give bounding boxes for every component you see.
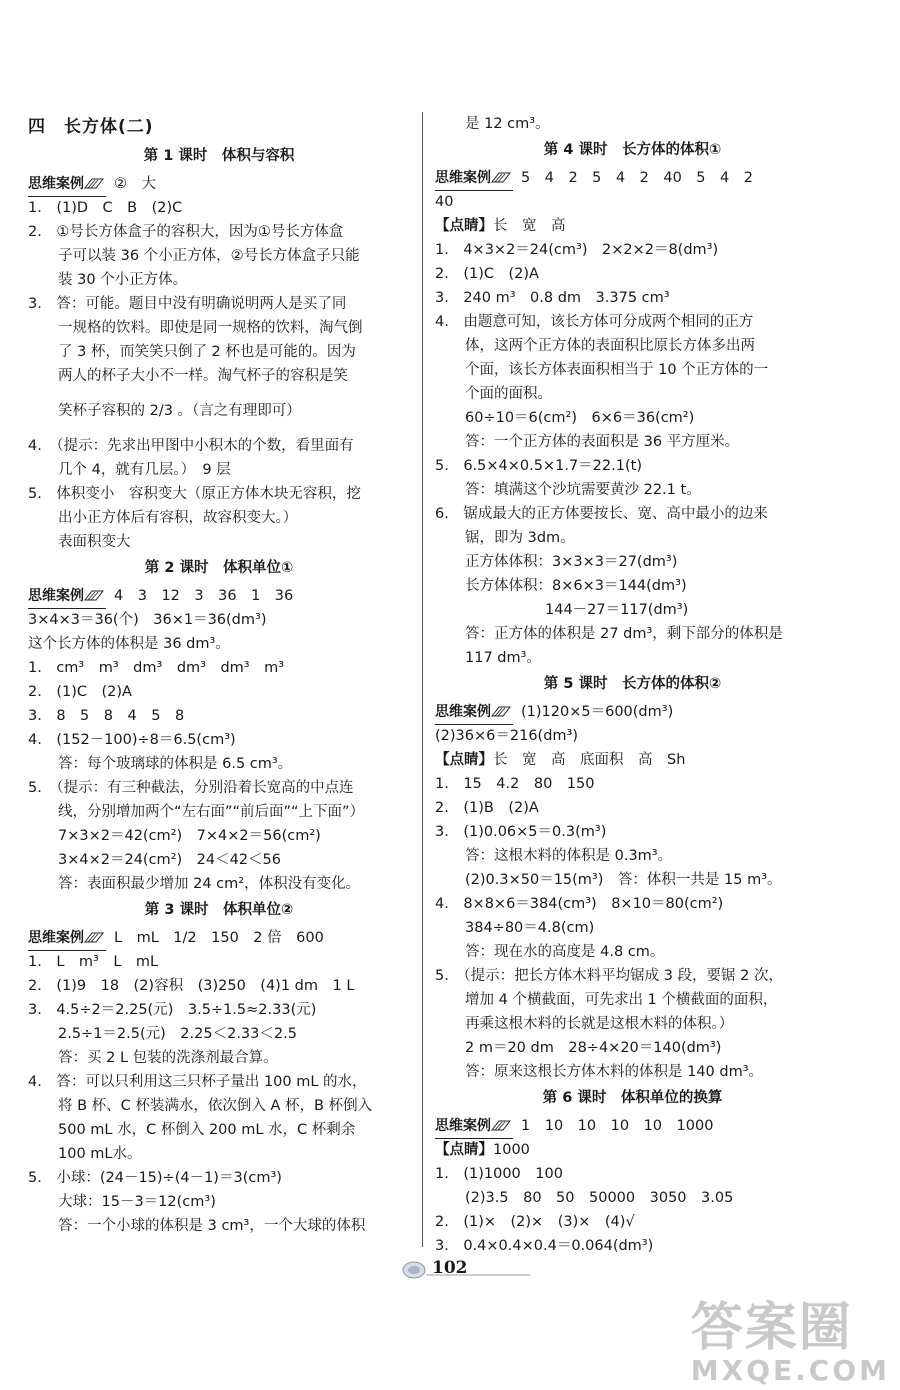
book-icon [491, 1118, 511, 1132]
watermark [691, 1300, 890, 1386]
answer-line: 子可以装 36 个小正方体，②号长方体盒子只能 [58, 248, 360, 264]
answer-line: 5. 体积变小 容积变大（原正方体木块无容积，挖 [28, 486, 361, 502]
lesson-heading: 第 4 课时 长方体的体积① [543, 142, 722, 158]
answer-line: 这个长方体的体积是 36 dm³。 [28, 636, 230, 652]
answer-line: 4. （提示：先求出甲图中小积木的个数，看里面有 [28, 438, 354, 454]
answer-line: 5. 6.5×4×0.5×1.7＝22.1(t) [435, 458, 642, 474]
answer-line: 4. 8×8×6＝384(cm³) 8×10＝80(cm²) [435, 896, 724, 912]
thinking-case-row [435, 1114, 830, 1138]
answer-line: 3. (1)0.06×5＝0.3(m³) [435, 824, 607, 840]
answer-line: (2)3.5 80 50 50000 3050 3.05 [465, 1190, 734, 1206]
key-point-label: 【点睛】 [435, 752, 493, 768]
answer-line: 增加 4 个横截面，可先求出 1 个横截面的面积， [465, 992, 778, 1008]
key-point-row [435, 748, 830, 772]
answer-line: (2)36×6＝216(dm³) [435, 728, 578, 744]
answer-line: 4. (152－100)÷8＝6.5(cm³) [28, 732, 236, 748]
answer-line: 1. 4×3×2＝24(cm³) 2×2×2＝8(dm³) [435, 242, 719, 258]
case-answer: L mL 1/2 150 2 倍 600 [114, 930, 324, 946]
key-point-answer: 1000 [493, 1142, 530, 1158]
answer-line: 40 [435, 194, 454, 210]
answer-line: 1. cm³ m³ dm³ dm³ dm³ m³ [28, 660, 285, 676]
chapter-title: 四 长方体(二) [28, 117, 154, 137]
answer-line: 2. (1)C (2)A [28, 684, 132, 700]
answer-line: 装 30 个小正方体。 [58, 272, 188, 288]
thinking-case-label [28, 172, 106, 197]
key-point-row [435, 214, 830, 238]
answer-line: 两人的杯子大小不一样。淘气杯子的容积是笑 [58, 368, 348, 384]
answer-line: (2)0.3×50＝15(m³) 答：体积一共是 15 m³。 [465, 872, 782, 888]
watermark-top: 答案圈 [690, 1298, 853, 1358]
thinking-case-label [435, 1114, 513, 1139]
answer-line: 1. L m³ L mL [28, 954, 159, 970]
thinking-case-label [435, 700, 513, 725]
lesson-heading: 第 5 课时 长方体的体积② [543, 676, 722, 692]
answer-line: 正方体体积：3×3×3＝27(dm³) [465, 554, 678, 570]
case-label-text: 思维案例 [435, 170, 491, 186]
answer-line: 117 dm³。 [465, 650, 541, 666]
watermark-bottom: MXQE.COM [690, 1354, 890, 1387]
answer-line: 几个 4，就有几层。） 9 层 [58, 462, 231, 478]
answer-line: 2. ①号长方体盒子的容积大，因为①号长方体盒 [28, 224, 344, 240]
answer-line: 1. (1)D C B (2)C [28, 200, 183, 216]
answer-line: 3. 4.5÷2＝2.25(元) 3.5÷1.5≈2.33(元) [28, 1002, 317, 1018]
book-icon [84, 588, 104, 602]
thinking-case-label [435, 166, 513, 191]
left-column [28, 112, 410, 1238]
answer-line: 5. 小球：(24－15)÷(4－1)＝3(cm³) [28, 1170, 282, 1186]
answer-line: 3. 240 m³ 0.8 dm 3.375 cm³ [435, 290, 670, 306]
answer-line: 答：表面积最少增加 24 cm²，体积没有变化。 [58, 876, 361, 892]
answer-line: 答：原来这根长方体木料的体积是 140 dm³。 [465, 1064, 764, 1080]
answer-line: 7×3×2＝42(cm²) 7×4×2＝56(cm²) [58, 828, 321, 844]
answer-line: 3. 0.4×0.4×0.4＝0.064(dm³) [435, 1238, 654, 1254]
answer-line: 线，分别增加两个“左右面”“前后面”“上下面”） [58, 804, 365, 820]
answer-line: 1. (1)1000 100 [435, 1166, 563, 1182]
answer-line: 144－27＝117(dm³) [545, 602, 689, 618]
right-column [435, 112, 830, 1258]
key-point-answer: 长 宽 高 [493, 218, 566, 234]
key-point-label: 【点睛】 [435, 1142, 493, 1158]
answer-line: 3. 8 5 8 4 5 8 [28, 708, 185, 724]
answer-line: 6. 锯成最大的正方体要按长、宽、高中最小的边来 [435, 506, 768, 522]
answer-line: 2.5÷1＝2.5(元) 2.25＜2.33＜2.5 [58, 1026, 297, 1042]
answer-line: 2. (1)C (2)A [435, 266, 539, 282]
thinking-case-row [435, 166, 830, 190]
answer-line: 长方体体积：8×6×3＝144(dm³) [465, 578, 687, 594]
column-divider [422, 112, 423, 1247]
answer-line: 大球：15－3＝12(cm³) [58, 1194, 216, 1210]
case-answer: 4 3 12 3 36 1 36 [114, 588, 294, 604]
answer-line: 锯，即为 3dm。 [465, 530, 575, 546]
case-label-text: 思维案例 [28, 930, 84, 946]
case-label-text: 思维案例 [435, 704, 491, 720]
key-point-row [435, 1138, 830, 1162]
case-label-text: 思维案例 [435, 1118, 491, 1134]
answer-line: 答：正方体的体积是 27 dm³，剩下部分的体积是 [465, 626, 783, 642]
thinking-case-row [28, 584, 410, 608]
book-icon [84, 176, 104, 190]
answer-line: 答：现在水的高度是 4.8 cm。 [465, 944, 665, 960]
answer-line: 答：买 2 L 包装的洗涤剂最合算。 [58, 1050, 278, 1066]
case-answer: 5 4 2 5 4 2 40 5 4 2 [521, 170, 753, 186]
lesson-heading: 第 6 课时 体积单位的换算 [542, 1090, 723, 1106]
thinking-case-row [28, 926, 410, 950]
answer-line: 答：填满这个沙坑需要黄沙 22.1 t。 [465, 482, 701, 498]
thinking-case-label [28, 584, 106, 609]
answer-line: 4. 由题意可知，该长方体可分成两个相同的正方 [435, 314, 754, 330]
answer-line: 2. (1)9 18 (2)容积 (3)250 (4)1 dm 1 L [28, 978, 355, 994]
answer-line: 表面积变大 [58, 534, 131, 550]
answer-line: 60÷10＝6(cm²) 6×6＝36(cm²) [465, 410, 695, 426]
thinking-case-label [28, 926, 106, 951]
book-icon [491, 704, 511, 718]
answer-line: 5. （提示：把长方体木料平均锯成 3 段，要锯 2 次， [435, 968, 783, 984]
answer-line: 2 m＝20 dm 28÷4×20＝140(dm³) [465, 1040, 722, 1056]
lesson-heading: 第 2 课时 体积单位① [144, 560, 294, 576]
answer-line: 答：一个正方体的表面积是 36 平方厘米。 [465, 434, 740, 450]
book-icon [84, 930, 104, 944]
key-point-answer: 长 宽 高 底面积 高 Sh [493, 752, 686, 768]
answer-line: 4. 答：可以只利用这三只杯子量出 100 mL 的水， [28, 1074, 367, 1090]
answer-line: 500 mL 水，C 杯倒入 200 mL 水，C 杯剩余 [58, 1122, 356, 1138]
lesson-heading: 第 1 课时 体积与容积 [143, 148, 295, 164]
answer-line: 是 12 cm³。 [465, 116, 550, 132]
key-point-label: 【点睛】 [435, 218, 493, 234]
case-answer: ② 大 [114, 176, 156, 192]
answer-line: 2. (1)× (2)× (3)× (4)√ [435, 1214, 635, 1230]
case-label-text: 思维案例 [28, 176, 84, 192]
thinking-case-row [435, 700, 830, 724]
answer-line: 一规格的饮料。即使是同一规格的饮料，淘气倒 [58, 320, 363, 336]
answer-line: 体，这两个正方体的表面积比原长方体多出两 [465, 338, 755, 354]
answer-line: 个面的面积。 [465, 386, 552, 402]
case-answer: 1 10 10 10 10 1000 [521, 1118, 714, 1134]
answer-line: 答：一个小球的体积是 3 cm³，一个大球的体积 [58, 1218, 366, 1234]
thinking-case-row [28, 172, 410, 196]
answer-line: 答：每个玻璃球的体积是 6.5 cm³。 [58, 756, 293, 772]
case-answer: (1)120×5＝600(dm³) [521, 704, 674, 720]
answer-line: 3. 答：可能。题目中没有明确说明两人是买了同 [28, 296, 347, 312]
answer-line: 5. （提示：有三种截法，分别沿着长宽高的中点连 [28, 780, 354, 796]
answer-line: 1. 15 4.2 80 150 [435, 776, 595, 792]
answer-line: 3×4×2＝24(cm²) 24＜42＜56 [58, 852, 282, 868]
answer-line: 笑杯子容积的 2/3 。（言之有理即可） [58, 403, 301, 419]
answer-line: 再乘这根木料的长就是这根木料的体积。） [465, 1016, 734, 1032]
answer-line: 将 B 杯、C 杯装满水，依次倒入 A 杯，B 杯倒入 [58, 1098, 373, 1114]
answer-line: 个面，该长方体表面积相当于 10 个正方体的一 [465, 362, 769, 378]
answer-line: 3×4×3＝36(个) 36×1＝36(dm³) [28, 612, 267, 628]
answer-line: 384÷80＝4.8(cm) [465, 920, 595, 936]
answer-line: 了 3 杯，而笑笑只倒了 2 杯也是可能的。因为 [58, 344, 356, 360]
case-label-text: 思维案例 [28, 588, 84, 604]
answer-line: 100 mL水。 [58, 1146, 142, 1162]
answer-line: 2. (1)B (2)A [435, 800, 539, 816]
page-number: 102 [432, 1258, 468, 1278]
answer-line: 答：这根木料的体积是 0.3m³。 [465, 848, 673, 864]
answer-line: 出小正方体后有容积，故容积变大。） [58, 510, 298, 526]
book-icon [491, 170, 511, 184]
lesson-heading: 第 3 课时 体积单位② [144, 902, 294, 918]
